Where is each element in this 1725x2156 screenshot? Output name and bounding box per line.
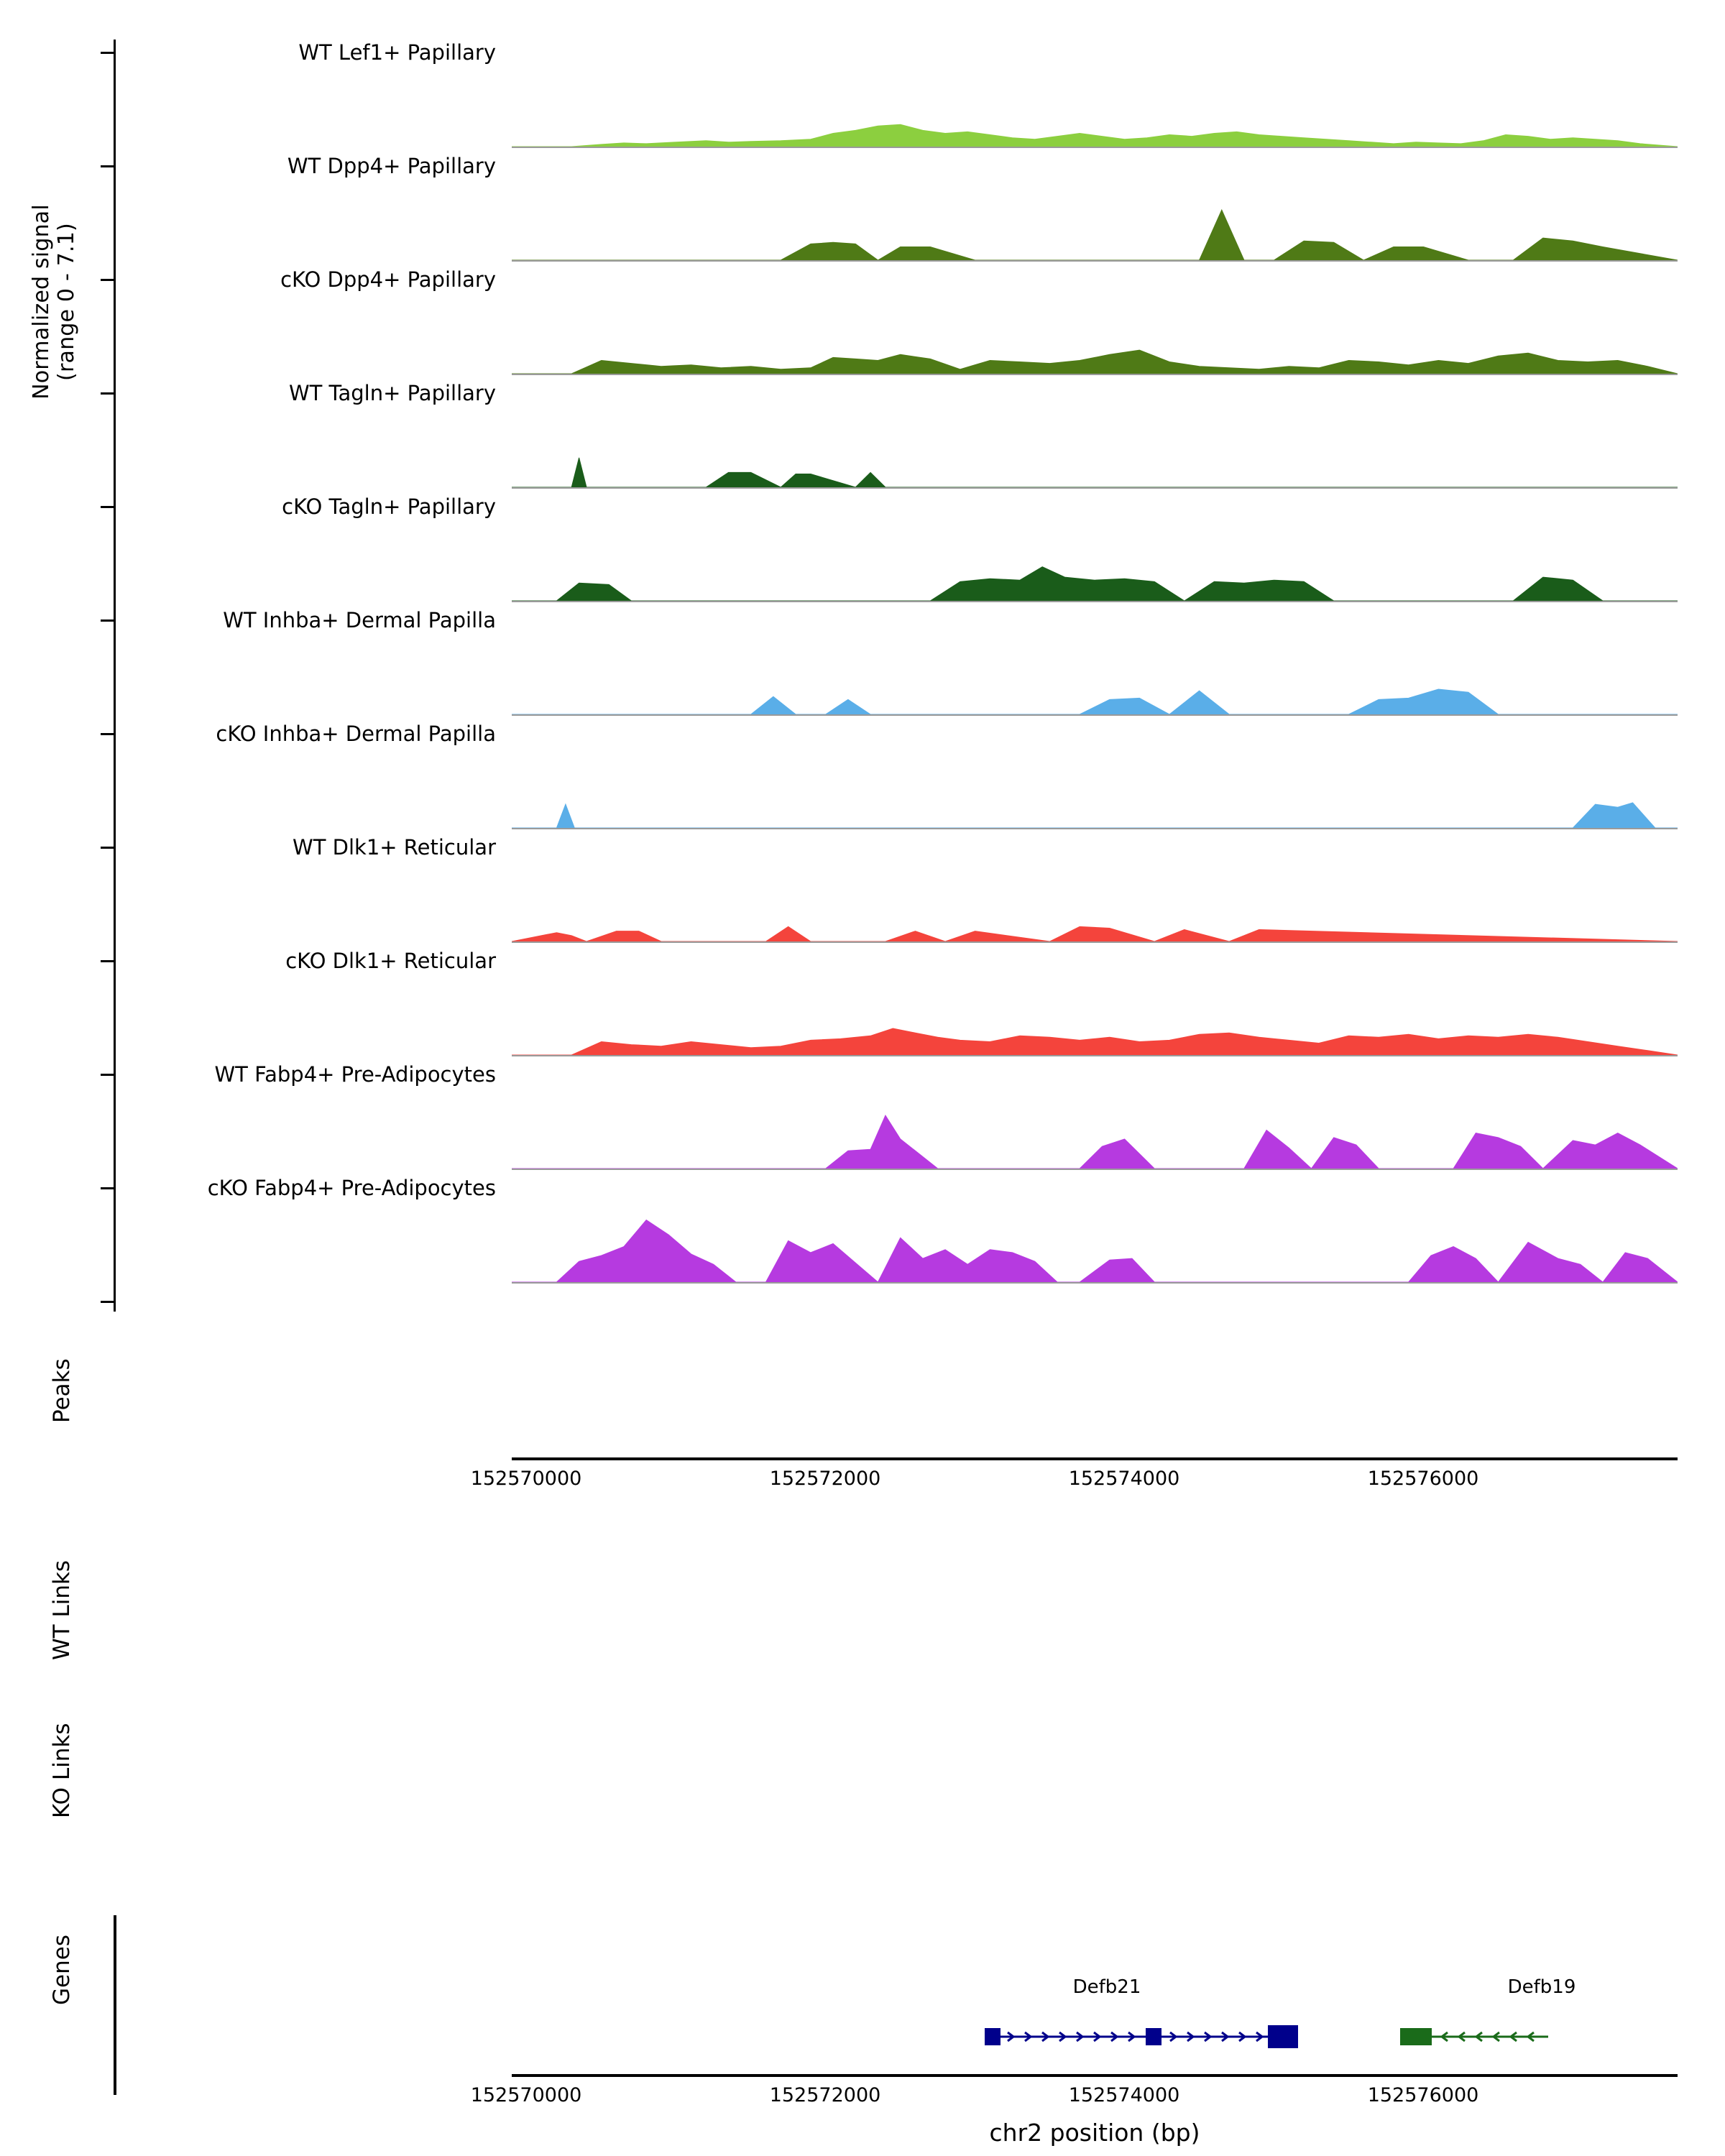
track-area-plot [512,149,1678,263]
track-area-plot [512,717,1678,831]
coverage-track [0,604,1725,717]
y-tick [101,1301,115,1303]
track-baseline [512,601,1678,602]
x-tick-label: 152574000 [1068,1468,1180,1490]
track-label: cKO Tagln+ Papillary [282,494,496,519]
track-label: WT Fabp4+ Pre-Adipocytes [214,1062,496,1087]
track-area-plot [512,1058,1678,1171]
track-area-plot [512,831,1678,944]
track-area-plot [512,944,1678,1058]
peaks-section-label: Peaks [49,1358,75,1423]
track-svg [512,149,1678,263]
track-area-plot [512,1171,1678,1285]
track-baseline [512,1282,1678,1284]
track-svg [512,604,1678,717]
track-svg [512,490,1678,604]
track-baseline [512,147,1678,148]
track-label: cKO Inhba+ Dermal Papilla [216,722,496,746]
coverage-track [0,1171,1725,1285]
gene-label-defb21: Defb21 [1072,1976,1141,1998]
x-tick-label: 152572000 [769,2084,881,2106]
y-axis-label-line1: Normalized signal [29,204,54,400]
x-tick-label: 152570000 [470,1468,582,1490]
track-baseline [512,1055,1678,1056]
x-tick-labels-top [440,1468,1725,1496]
x-tick-labels-bottom [440,2084,1725,2113]
track-baseline [512,828,1678,829]
track-svg [512,263,1678,377]
coverage-track-stack [0,36,1725,1285]
track-label: WT Lef1+ Papillary [298,40,496,65]
coverage-track [0,377,1725,490]
x-tick-label: 152570000 [470,2084,582,2106]
track-label: WT Dpp4+ Papillary [287,154,496,178]
track-label: cKO Dpp4+ Papillary [280,267,496,292]
gene-label-defb19: Defb19 [1507,1976,1576,1998]
track-baseline [512,714,1678,716]
track-svg [512,36,1678,149]
x-axis-top [512,1457,1678,1460]
x-tick-label: 152576000 [1367,2084,1479,2106]
track-svg [512,717,1678,831]
track-label: cKO Dlk1+ Reticular [285,949,496,973]
coverage-track [0,36,1725,149]
x-tick-label: 152574000 [1068,2084,1180,2106]
x-tick-label: 152572000 [769,1468,881,1490]
track-baseline [512,1169,1678,1170]
track-label: cKO Fabp4+ Pre-Adipocytes [207,1176,496,1200]
coverage-track [0,831,1725,944]
track-svg [512,377,1678,490]
track-svg [512,944,1678,1058]
track-baseline [512,260,1678,262]
track-area-plot [512,36,1678,149]
track-baseline [512,487,1678,489]
y-axis-label-line2: (range 0 - 7.1) [54,223,79,381]
x-axis-bottom [512,2074,1678,2077]
coverage-track [0,944,1725,1058]
track-area-plot [512,490,1678,604]
track-area-plot [512,377,1678,490]
gene-defb21[interactable] [985,2025,1298,2048]
wt-links-section-label: WT Links [49,1560,75,1660]
x-tick-label: 152576000 [1367,1468,1479,1490]
track-area-plot [512,263,1678,377]
track-baseline [512,374,1678,375]
track-svg [512,1058,1678,1171]
track-baseline [512,941,1678,943]
gene-defb19[interactable] [1400,2028,1548,2045]
gene-models-svg [512,2012,1678,2055]
coverage-track [0,149,1725,263]
coverage-track [0,263,1725,377]
track-area-plot [512,604,1678,717]
track-svg [512,831,1678,944]
x-axis-title: chr2 position (bp) [989,2119,1200,2147]
genes-panel-spine [114,1915,116,2095]
track-svg [512,1171,1678,1285]
coverage-track [0,1058,1725,1171]
track-label: WT Dlk1+ Reticular [293,835,496,860]
genes-section-label: Genes [49,1935,75,2005]
track-label: WT Tagln+ Papillary [288,381,496,405]
track-label: WT Inhba+ Dermal Papilla [223,608,496,632]
coverage-track [0,717,1725,831]
coverage-track [0,490,1725,604]
ko-links-section-label: KO Links [49,1723,75,1818]
gene-models [512,2012,1678,2055]
